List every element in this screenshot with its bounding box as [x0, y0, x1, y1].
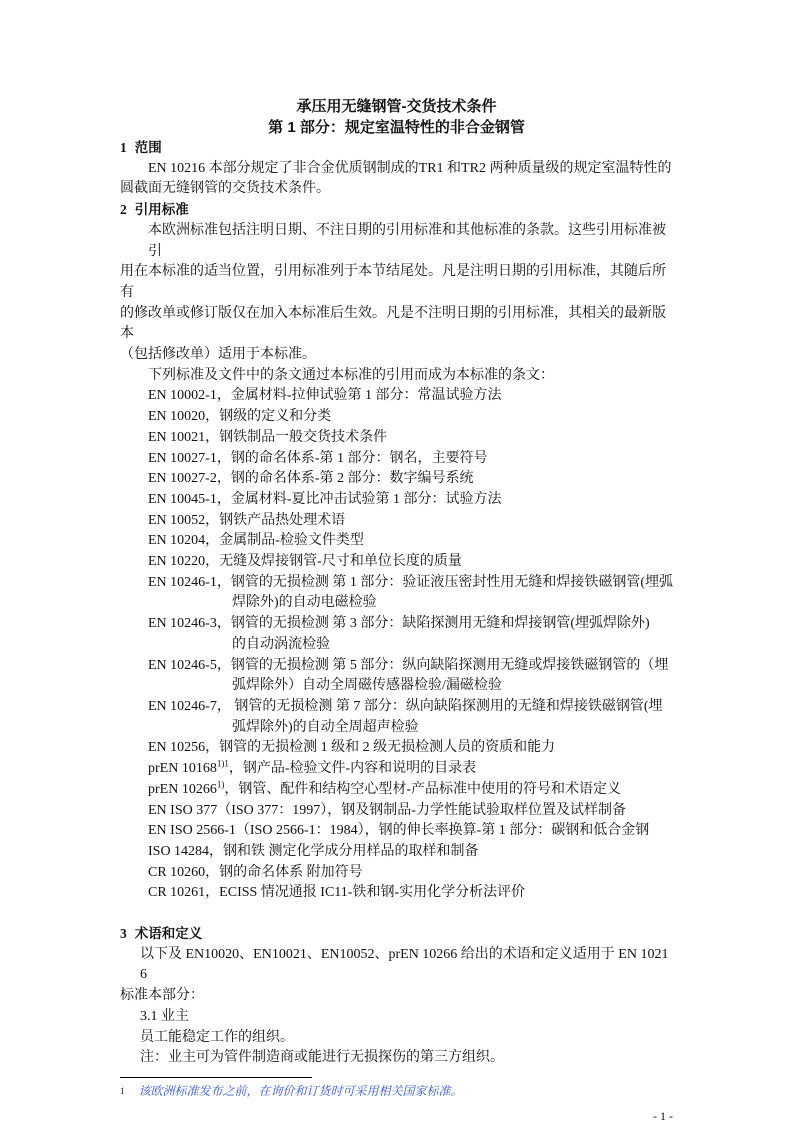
reference-item-continuation: 焊除外)的自动电磁检验	[232, 595, 377, 611]
document-page	[120, 96, 673, 1127]
reference-line: EN 10020，钢级的定义和分类	[148, 409, 332, 425]
reference-text: ，钢产品-检验文件-内容和说明的目录表	[228, 761, 477, 777]
reference-item: CR 10260，钢的命名体系 附加符号	[148, 864, 363, 880]
reference-item-continuation: 的自动涡流检验	[232, 636, 330, 652]
section-title: 引用标准	[134, 202, 189, 218]
reference-line: EN 10002-1，金属材料-拉伸试验第 1 部分：常温试验方法	[148, 388, 502, 404]
section-3-heading	[120, 924, 673, 945]
section-spacer	[120, 904, 673, 924]
paragraph-line: 本欧洲标准包括注明日期、不注日期的引用标准和其他标准的条款。这些引用标准被引	[148, 222, 666, 259]
reference-item: ISO 14284，钢和铁 测定化学成分用样品的取样和制备	[148, 843, 479, 859]
paragraph-line: 圆截面无缝钢管的交货技术条件。	[120, 181, 330, 197]
footnote-ref[interactable]: 1)	[216, 779, 225, 790]
reference-line: EN 10246-7， 钢管的无损检测 第 7 部分：纵向缺陷探测用的无缝和焊接铁磁钢管(埋	[148, 698, 663, 714]
term-heading: 3.1 业主	[140, 1008, 189, 1024]
document-subtitle: 第 1 部分：规定室温特性的非合金钢管	[268, 119, 525, 136]
paragraph-line: 的修改单或修订版仅在加入本标准后生效。凡是不注明日期的引用标准，其相关的最新版本	[120, 305, 666, 342]
document-title: 承压用无缝钢管-交货技术条件	[296, 98, 497, 115]
footnote-text: 该欧洲标准发布之前，在询价和订货时可采用相关国家标准。	[138, 1083, 463, 1098]
page-number: - 1 -	[653, 1108, 673, 1123]
footnote-divider	[120, 1077, 312, 1078]
section-number: 3	[120, 926, 127, 942]
reference-line: EN 10246-1，钢管的无损检测 第 1 部分：验证液压密封性用无缝和焊接铁磁钢管(埋弧	[148, 574, 673, 590]
reference-list	[120, 386, 673, 759]
reference-item	[120, 531, 673, 552]
footnote-ref[interactable]: 1)1	[216, 758, 229, 769]
reference-item	[120, 449, 673, 470]
paragraph-line: 下列标准及文件中的条文通过本标准的引用而成为本标准的条文：	[148, 367, 554, 383]
paragraph-line: EN 10216 本部分规定了非合金优质钢制成的TR1 和TR2 两种质量级的规定室温特性的	[148, 160, 672, 176]
footnote-marker: 1	[120, 1085, 125, 1096]
paragraph-line: 标准本部分：	[120, 988, 204, 1004]
reference-item	[120, 780, 673, 801]
reference-item: EN ISO 2566-1（ISO 2566-1：1984），钢的伸长率换算-第 1 部分：碳钢和低合金钢	[148, 823, 650, 839]
reference-item	[120, 759, 673, 780]
section-1-heading	[120, 138, 673, 159]
reference-line: EN 10220，无缝及焊接钢管-尺寸和单位长度的质量	[148, 554, 462, 570]
reference-item-continuation: 弧焊除外)的自动全周超声检验	[232, 719, 419, 735]
reference-code: prEN 10266	[148, 781, 217, 797]
section-2-heading	[120, 200, 673, 221]
reference-line: EN 10204，金属制品-检验文件类型	[148, 533, 364, 549]
reference-item	[120, 407, 673, 428]
reference-line: EN 10027-1，钢的命名体系-第 1 部分：钢名，主要符号	[148, 450, 488, 466]
reference-line: EN 10045-1，金属材料-夏比冲击试验第 1 部分：试验方法	[148, 491, 502, 507]
reference-item	[120, 386, 673, 407]
section-number: 1	[120, 140, 127, 155]
paragraph-line: 以下及 EN10020、EN10021、EN10052、prEN 10266 给出的术语和定义适用于 EN 10216	[140, 946, 669, 983]
reference-code: prEN 10168	[148, 761, 217, 777]
reference-line: EN 10021，钢铁制品一般交货技术条件	[148, 429, 388, 445]
reference-item	[120, 573, 673, 614]
reference-item	[120, 614, 673, 655]
reference-text: ，钢管、配件和结构空心型材-产品标准中使用的符号和术语定义	[224, 781, 621, 797]
reference-item	[120, 469, 673, 490]
reference-item: CR 10261，ECISS 情况通报 IC11-铁和钢-实用化学分析法评价	[148, 885, 526, 901]
reference-item	[120, 428, 673, 449]
term-note: 注：业主可为管件制造商或能进行无损探伤的第三方组织。	[140, 1050, 504, 1066]
reference-line: EN 10246-3，钢管的无损检测 第 3 部分：缺陷探测用无缝和焊接钢管(埋弧焊除外)	[148, 616, 650, 632]
reference-item	[120, 738, 673, 759]
section-title: 术语和定义	[134, 926, 203, 942]
reference-item	[120, 697, 673, 738]
reference-line: EN 10027-2，钢的命名体系-第 2 部分：数字编号系统	[148, 471, 474, 487]
reference-item	[120, 511, 673, 532]
paragraph-line: （包括修改单）适用于本标准。	[120, 347, 316, 363]
reference-item	[120, 552, 673, 573]
reference-item-continuation: 弧焊除外）自动全周磁传感器检验/漏磁检验	[232, 678, 502, 694]
reference-line: EN 10052，钢铁产品热处理术语	[148, 512, 346, 528]
section-title: 范围	[134, 140, 162, 155]
reference-line: EN 10256，钢管的无损检测 1 级和 2 级无损检测人员的资质和能力	[148, 740, 556, 756]
footnote	[120, 1082, 673, 1100]
section-number: 2	[120, 202, 127, 218]
reference-item: EN ISO 377（ISO 377：1997），钢及钢制品-力学性能试验取样位置及试样制备	[148, 802, 626, 818]
paragraph-line: 用在本标准的适当位置，引用标准列于本节结尾处。凡是注明日期的引用标准，其随后所有	[120, 264, 666, 300]
reference-item	[120, 656, 673, 697]
reference-item	[120, 490, 673, 511]
reference-line: EN 10246-5，钢管的无损检测 第 5 部分：纵向缺陷探测用无缝或焊接铁磁钢管的（埋	[148, 657, 669, 673]
term-definition: 员工能稳定工作的组织。	[140, 1029, 294, 1045]
